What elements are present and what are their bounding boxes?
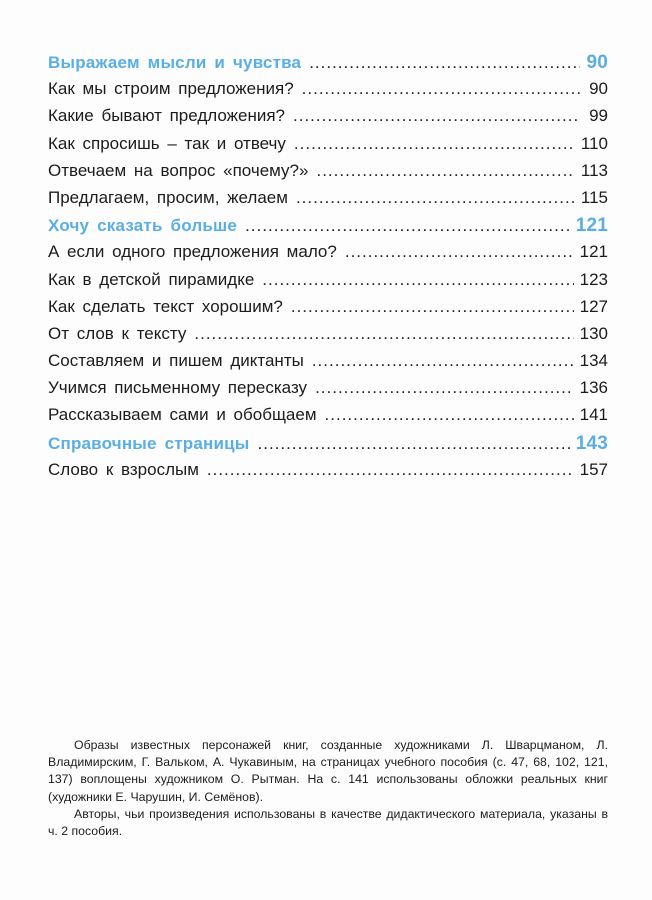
toc-entry-page: 127: [579, 296, 608, 316]
toc-entry-title: От слов к тексту: [48, 323, 187, 343]
authors-note: Авторы, чьи произведения использованы в качестве дидактического материала, указаны в ч. 2 пособия.: [48, 806, 608, 839]
toc-entry-page: 110: [580, 133, 608, 153]
toc-entry-title: А если одного предложения мало?: [48, 242, 337, 262]
toc-entry[interactable]: [48, 324, 608, 351]
toc-entry-title: Выражаем мысли и чувства: [48, 53, 302, 72]
toc-entry-title: Учимся письменному пересказу: [48, 378, 308, 398]
toc-entry[interactable]: [48, 405, 608, 432]
toc-leader-dots: [194, 324, 573, 344]
toc-entry-title: Слово к взрослым: [48, 459, 199, 479]
toc-entry-page: 90: [589, 79, 608, 99]
toc-entry[interactable]: [48, 433, 608, 460]
toc-entry-title: Рассказываем сами и обобщаем: [48, 405, 317, 425]
toc-entry-title: Как в детской пирамидке: [48, 269, 255, 289]
toc-entry[interactable]: [48, 161, 608, 188]
toc-entry-page: 115: [580, 187, 608, 207]
toc-leader-dots: [293, 106, 580, 126]
toc-leader-dots: [296, 188, 575, 208]
toc-entry[interactable]: [48, 52, 608, 79]
toc-entry-title: Составляем и пишем диктанты: [48, 351, 304, 371]
toc-entry[interactable]: [48, 351, 608, 378]
toc-entry-page: 123: [579, 269, 608, 289]
toc-entry[interactable]: [48, 378, 608, 405]
toc-leader-dots: [245, 216, 570, 236]
toc-entry-page: 157: [579, 459, 608, 479]
toc-entry[interactable]: [48, 460, 608, 487]
toc-entry[interactable]: [48, 79, 608, 106]
toc-entry-title: Как сделать текст хорошим?: [48, 296, 283, 316]
toc-entry-page: 136: [579, 378, 608, 398]
credits-notes: [48, 737, 608, 840]
toc-entry-page: 99: [589, 106, 608, 126]
toc-entry-title: Предлагаем, просим, желаем: [48, 187, 288, 207]
toc-leader-dots: [312, 351, 574, 371]
toc-entry[interactable]: [48, 242, 608, 269]
toc-leader-dots: [325, 405, 574, 425]
toc-entry[interactable]: [48, 215, 608, 242]
toc-entry-title: Справочные страницы: [48, 433, 250, 453]
toc-leader-dots: [291, 297, 574, 317]
toc-leader-dots: [258, 434, 570, 454]
toc-leader-dots: [345, 242, 574, 262]
toc-entry[interactable]: [48, 270, 608, 297]
toc-leader-dots: [309, 53, 580, 73]
toc-leader-dots: [315, 378, 574, 398]
toc-entry[interactable]: [48, 134, 608, 161]
table-of-contents: [48, 52, 608, 487]
toc-entry-title: Отвечаем на вопрос «почему?»: [48, 160, 309, 180]
toc-entry-page: 141: [579, 405, 608, 425]
toc-leader-dots: [207, 460, 574, 480]
toc-entry-page: 90: [586, 52, 608, 73]
toc-entry-title: Какие бывают предложения?: [48, 106, 286, 126]
toc-entry-page: 143: [575, 432, 608, 454]
toc-leader-dots: [302, 79, 580, 99]
toc-leader-dots: [294, 134, 575, 154]
toc-leader-dots: [262, 270, 573, 290]
toc-entry-page: 113: [580, 160, 608, 180]
toc-entry-title: Хочу сказать больше: [48, 216, 238, 236]
toc-entry-page: 121: [575, 215, 608, 237]
toc-entry[interactable]: [48, 188, 608, 215]
toc-entry[interactable]: [48, 106, 608, 133]
illustration-credits: Образы известных персонажей книг, созданные художниками Л. Шварцманом, Л. Владимирским, Г. Вальком, А. Чукавиным, на страницах учебного пособия (с. 47, 68, 102, 121, 137) воплощены художником О. Рытман. На с. 141 использованы обложки реальных книг (художники Е. Чарушин, И. Семёнов).: [48, 738, 608, 804]
toc-leader-dots: [316, 161, 574, 181]
toc-entry-title: Как мы строим предложения?: [48, 79, 294, 99]
toc-entry-title: Как спросишь – так и отвечу: [48, 133, 286, 153]
toc-entry-page: 134: [579, 351, 608, 371]
toc-entry-page: 121: [579, 242, 608, 262]
toc-entry[interactable]: [48, 297, 608, 324]
toc-entry-page: 130: [579, 323, 608, 343]
